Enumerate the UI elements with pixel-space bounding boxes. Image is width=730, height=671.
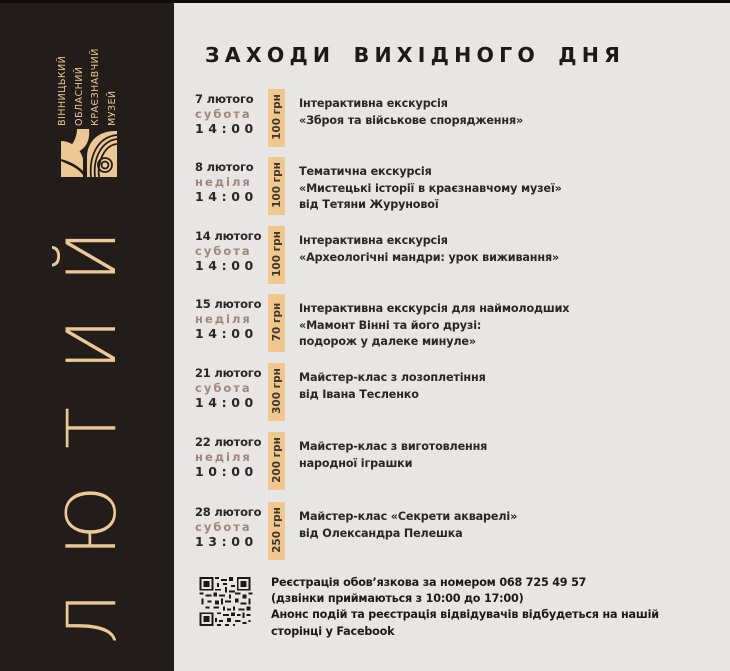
event-time: 10:00 xyxy=(195,464,258,479)
event-description xyxy=(299,370,486,403)
qr-code-icon[interactable] xyxy=(199,577,253,626)
price-text: 200 грн xyxy=(271,437,283,483)
price-text: 300 грн xyxy=(271,368,283,414)
price-text: 100 грн xyxy=(271,162,283,208)
registration-line: (дзвінки приймаються з 10:00 до 17:00) xyxy=(271,592,524,606)
event-weekday: субота xyxy=(195,244,252,258)
event-weekday: субота xyxy=(195,520,252,534)
event-item xyxy=(195,92,635,152)
price-badge xyxy=(268,294,285,352)
price-badge xyxy=(268,157,285,215)
event-item xyxy=(195,505,635,565)
price-badge xyxy=(268,226,285,284)
price-text: 100 грн xyxy=(271,94,283,140)
event-item xyxy=(195,229,635,289)
event-date: 15 лютого xyxy=(195,297,262,311)
event-item xyxy=(195,435,635,495)
event-time: 13:00 xyxy=(195,534,258,549)
event-weekday: неділя xyxy=(195,175,252,189)
event-date: 22 лютого xyxy=(195,435,262,449)
description-line: Інтерактивна екскурсія xyxy=(299,97,448,110)
month-text: ЛЮТИЙ xyxy=(53,193,132,644)
event-date: 14 лютого xyxy=(195,229,262,243)
description-line: від Тетяни Журунової xyxy=(299,198,439,211)
museum-name xyxy=(55,28,125,128)
description-line: Майстер-клас «Секрети акварелі» xyxy=(299,510,518,523)
museum-logo-icon xyxy=(57,127,119,179)
description-line: від Олександра Пелешка xyxy=(299,526,463,540)
price-badge xyxy=(268,502,285,560)
description-line: Майстер-клас з виготовлення xyxy=(299,440,488,453)
event-item xyxy=(195,297,635,357)
event-item xyxy=(195,160,635,220)
event-time: 14:00 xyxy=(195,258,258,273)
museum-name-line: ВІННИЦЬКИЙ xyxy=(57,55,68,126)
event-date: 21 лютого xyxy=(195,366,262,380)
event-description xyxy=(299,301,569,351)
description-line: «Археологічні мандри: урок виживання» xyxy=(299,250,560,264)
description-line: від Івана Тесленко xyxy=(299,387,419,401)
description-line: Майстер-клас з лозоплетіння xyxy=(299,371,486,384)
registration-line: Реєстрація обов’язкова за номером 068 725 49 57 xyxy=(271,576,587,589)
event-description xyxy=(299,96,523,129)
price-text: 100 грн xyxy=(271,231,283,277)
event-item xyxy=(195,366,635,426)
museum-name-line: ОБЛАСНИЙ xyxy=(73,66,85,126)
museum-name-line: КРАЄЗНАВЧИЙ xyxy=(90,48,101,126)
event-date: 28 лютого xyxy=(195,505,262,519)
event-description xyxy=(299,233,559,266)
event-date: 7 лютого xyxy=(195,92,254,106)
price-text: 250 грн xyxy=(271,507,283,553)
museum-name-line: МУЗЕЙ xyxy=(106,90,118,126)
event-date: 8 лютого xyxy=(195,160,254,174)
price-badge xyxy=(268,363,285,421)
event-weekday: субота xyxy=(195,107,252,121)
description-line: «Мистецькі історії в краєзнавчому музеї» xyxy=(299,181,562,195)
event-time: 14:00 xyxy=(195,326,258,341)
description-line: подорож у далеке минуле» xyxy=(299,335,476,348)
registration-info xyxy=(271,575,659,640)
event-time: 14:00 xyxy=(195,121,258,136)
description-line: Інтерактивна екскурсія для наймолодших xyxy=(299,302,570,315)
event-weekday: субота xyxy=(195,381,252,395)
registration-line: сторінці у Facebook xyxy=(271,624,395,638)
description-line: «Зброя та військове спорядження» xyxy=(299,113,524,127)
description-line: «Мамонт Вінні та його друзі: xyxy=(299,318,482,332)
event-description xyxy=(299,509,517,542)
price-badge xyxy=(268,432,285,490)
price-text: 70 грн xyxy=(271,302,283,342)
description-line: народної іграшки xyxy=(299,456,413,470)
event-time: 14:00 xyxy=(195,189,258,204)
price-badge xyxy=(268,89,285,147)
description-line: Інтерактивна екскурсія xyxy=(299,234,448,247)
registration-line: Анонс подій та реєстрація відвідувачів відбудеться на нашій xyxy=(271,608,659,622)
month-label xyxy=(53,192,132,644)
event-time: 14:00 xyxy=(195,395,258,410)
event-weekday: неділя xyxy=(195,450,252,464)
event-description xyxy=(299,439,487,472)
event-weekday: неділя xyxy=(195,312,252,326)
page-title: ЗАХОДИ ВИХІДНОГО ДНЯ xyxy=(205,43,626,67)
event-description xyxy=(299,164,562,214)
description-line: Тематична екскурсія xyxy=(299,165,432,178)
